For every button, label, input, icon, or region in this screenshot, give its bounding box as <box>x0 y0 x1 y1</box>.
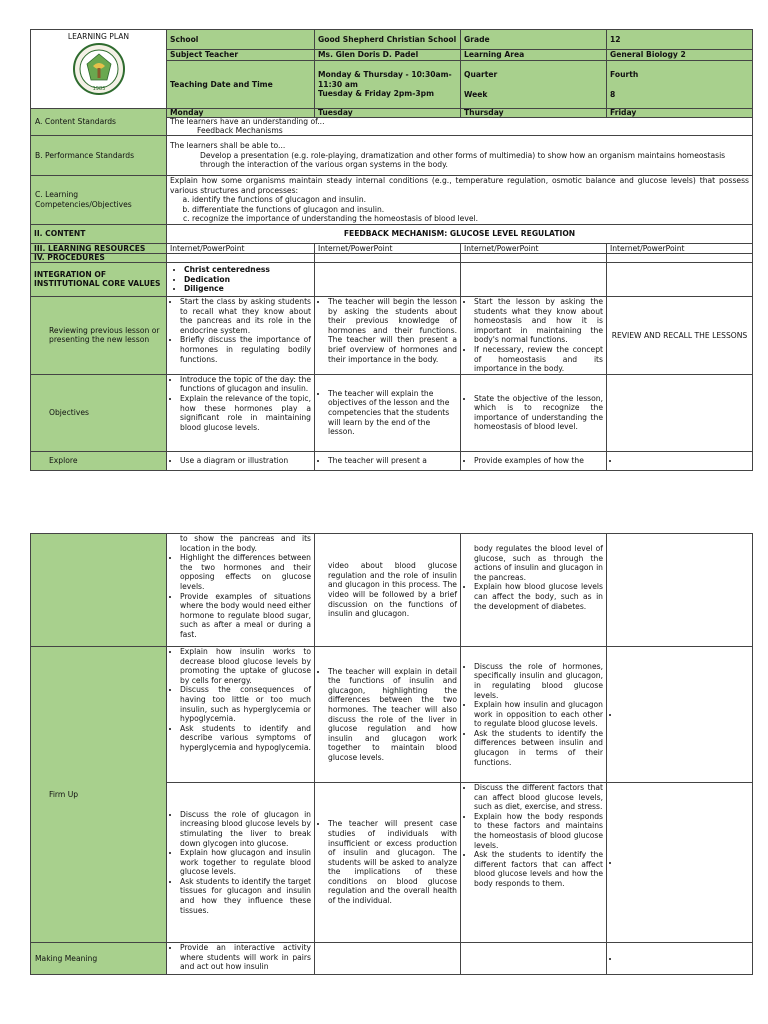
firm-up-thursday-b <box>461 783 607 943</box>
explore-thursday-continued <box>461 534 607 647</box>
reviewing-tuesday <box>315 296 461 374</box>
content-label: II. CONTENT <box>31 224 167 243</box>
list-item: • The teacher will present a <box>328 456 457 466</box>
procedures-label: IV. PROCEDURES <box>31 253 167 262</box>
school-seal-logo <box>59 42 139 96</box>
list-item: • Start the lesson by asking the students what they know about homeostasis and how it is important in maintaining the body's normal functions. <box>474 297 603 345</box>
explore-label: Explore <box>31 451 167 470</box>
date-value <box>315 61 461 109</box>
explore-friday-start <box>607 451 753 470</box>
teacher-label: Subject Teacher <box>167 50 315 61</box>
date-label: Teaching Date and Time <box>167 61 315 109</box>
performance-standards-line-3: through the interaction of the various organ systems in the body. <box>200 160 448 170</box>
explore-thursday-start <box>461 451 607 470</box>
explore-tuesday-continued <box>315 534 461 647</box>
competency-item: a. identify the functions of glucagon and insulin. <box>192 195 749 205</box>
day-header-thursday: Thursday <box>461 109 607 118</box>
list-item: • Ask students to identify the target tissues for glucagon and insulin and how they influence these tissues. <box>180 877 311 915</box>
reviewing-label: Reviewing previous lesson or presenting the new lesson <box>31 296 167 374</box>
core-value-item: • Diligence <box>184 284 311 294</box>
quarter-value: Fourth <box>610 69 639 79</box>
competencies-cell <box>167 176 753 225</box>
grade-value: 12 <box>607 30 753 50</box>
list-item: • Discuss the different factors that can affect blood glucose levels, such as diet, exercise, and stress. <box>474 783 603 812</box>
date-value-line-2: Tuesday & Friday 2pm-3pm <box>318 89 434 99</box>
making-meaning-label: Making Meaning <box>31 943 167 975</box>
list-item: • Introduce the topic of the day: the functions of glucagon and insulin. <box>180 375 311 394</box>
content-value: FEEDBACK MECHANISM: GLUCOSE LEVEL REGULATION <box>167 224 753 243</box>
competencies-list <box>170 195 749 224</box>
objectives-tuesday <box>315 374 461 451</box>
day-header-tuesday: Tuesday <box>315 109 461 118</box>
list-item: • Use a diagram or illustration <box>180 456 311 466</box>
list-item: • Explain how the body responds to these factors and maintains the homeostasis of blood glucose levels. <box>474 812 603 850</box>
grade-label: Grade <box>461 30 607 50</box>
explore-thursday-cont-text: body regulates the blood level of glucose, such as through the actions of insulin and glucagon in the pancreas. <box>474 544 603 582</box>
explore-label-continued <box>31 534 167 647</box>
explore-monday-continued <box>167 534 315 647</box>
page-1 <box>30 29 752 471</box>
core-value-item: • Christ centeredness <box>184 265 311 275</box>
reviewing-friday: REVIEW AND RECALL THE LESSONS <box>607 296 753 374</box>
making-meaning-monday <box>167 943 315 975</box>
area-label: Learning Area <box>461 50 607 61</box>
seal-year: 1983 <box>92 85 105 92</box>
list-item: • Ask the students to identify the differences between insulin and glucagon in terms of their functions. <box>474 729 603 767</box>
competencies-intro: Explain how some organisms maintain steady internal conditions (e.g., temperature regulation, osmotic balance and glucose levels) that possess various structures and processes: <box>170 176 749 195</box>
competency-item: c. recognize the importance of understanding the homeostasis of blood level. <box>192 214 749 224</box>
list-item <box>620 456 749 466</box>
logo-cell <box>31 30 167 109</box>
content-standards-line-2: Feedback Mechanisms <box>167 127 753 136</box>
list-item: • Explain how insulin works to decrease blood glucose levels by promoting the uptake of glucose by cells for energy. <box>180 647 311 685</box>
list-item: • Explain how insulin and glucagon work in opposition to each other to regulate blood glucose levels. <box>474 700 603 729</box>
week-label: Week <box>464 89 488 99</box>
list-item: • Explain the relevance of the topic, how these hormones play a significant role in maintaining blood glucose levels. <box>180 394 311 432</box>
list-item: • If necessary, review the concept of homeostasis and its importance in the body. <box>474 345 603 374</box>
core-values-cell <box>167 262 315 296</box>
firm-up-friday-a <box>607 647 753 783</box>
resources-tuesday: Internet/PowerPoint <box>315 243 461 253</box>
learning-plan-table-page-1 <box>30 29 753 471</box>
list-item: • The teacher will present case studies of individuals with insufficient or excess production of insulin and glucagon. The students will be asked to analyze the implications of these conditions on blood glucose regulation and the overall health of the individual. <box>328 819 457 905</box>
school-value: Good Shepherd Christian School <box>315 30 461 50</box>
day-header-monday: Monday <box>167 109 315 118</box>
performance-standards-cell <box>167 136 753 176</box>
list-item: • Ask the students to identify the different factors that can affect blood glucose levels and how the body responds to them. <box>474 850 603 888</box>
list-item <box>620 954 749 964</box>
resources-friday: Internet/PowerPoint <box>607 243 753 253</box>
objectives-monday <box>167 374 315 451</box>
reviewing-monday <box>167 296 315 374</box>
content-standards-label: A. Content Standards <box>31 109 167 136</box>
explore-tuesday-cont-text: video about blood glucose regulation and the role of insulin and glucagon in this process. The video will be followed by a brief discussion on the functions of insulin and glucagon. <box>328 561 457 619</box>
list-item: • Highlight the differences between the two hormones and their opposing effects on glucose levels. <box>180 553 311 591</box>
core-value-item: • Dedication <box>184 275 311 285</box>
list-item: • Discuss the consequences of having too little or too much insulin, such as hyperglycemia or hypoglycemia. <box>180 685 311 723</box>
list-item: • The teacher will explain in detail the functions of insulin and glucagon, highlighting the differences between the two hormones. The teacher will also discuss the role of the liver in glucose regulation and how insulin and glucagon work together to maintain blood glucose levels. <box>328 667 457 763</box>
objectives-label: Objectives <box>31 374 167 451</box>
firm-up-friday-b <box>607 783 753 943</box>
performance-standards-label: B. Performance Standards <box>31 136 167 176</box>
explore-monday-start <box>167 451 315 470</box>
school-label: School <box>167 30 315 50</box>
page-2 <box>30 533 752 975</box>
core-values-label: INTEGRATION OF INSTITUTIONAL CORE VALUES <box>31 262 167 296</box>
list-item: • Provide examples of situations where the body would need either hormone to regulate blood sugar, such as after a meal or during a fast. <box>180 592 311 640</box>
list-item: • Start the class by asking students to recall what they know about the pancreas and its role in the endocrine system. <box>180 297 311 335</box>
day-header-friday: Friday <box>607 109 753 118</box>
week-value: 8 <box>610 89 616 99</box>
list-item <box>620 710 749 720</box>
performance-standards-line-2: Develop a presentation (e.g. role-playing, dramatization and other forms of multimedia) to show how an organism maintains homeostasis <box>200 150 726 160</box>
core-values-list <box>170 265 311 294</box>
list-item: • Explain how glucagon and insulin work together to regulate blood glucose levels. <box>180 848 311 877</box>
date-value-line-1: Monday & Thursday - 10:30am-11:30 am <box>318 70 452 89</box>
list-item: • Explain how blood glucose levels can affect the body, such as in the development of diabetes. <box>474 582 603 611</box>
list-item <box>620 858 749 868</box>
firm-up-monday-a <box>167 647 315 783</box>
firm-up-thursday-a <box>461 647 607 783</box>
competencies-label: C. Learning Competencies/Objectives <box>31 176 167 225</box>
list-item: • The teacher will explain the objectives of the lesson and the competencies that the students will learn by the end of the lesson. <box>328 389 457 437</box>
list-item: • Discuss the role of glucagon in increasing blood glucose levels by stimulating the liver to break down glycogen into glucose. <box>180 810 311 848</box>
resources-label: III. LEARNING RESOURCES <box>31 243 167 253</box>
list-item: • Briefly discuss the importance of hormones in regulating bodily functions. <box>180 335 311 364</box>
area-value: General Biology 2 <box>607 50 753 61</box>
list-item: • State the objective of the lesson, which is to recognize the importance of understanding the homeostasis of blood level. <box>474 394 603 432</box>
resources-thursday: Internet/PowerPoint <box>461 243 607 253</box>
list-item: • The teacher will begin the lesson by asking the students about their previous knowledge of hormones and their functions. The teacher will then present a brief overview of hormones and their importance in the body. <box>328 297 457 364</box>
quarter-week-labels <box>461 61 607 109</box>
resources-monday: Internet/PowerPoint <box>167 243 315 253</box>
learning-plan-title: LEARNING PLAN <box>67 32 130 41</box>
making-meaning-friday <box>607 943 753 975</box>
content-standards-line-1: The learners have an understanding of... <box>167 118 753 127</box>
firm-up-tuesday-a <box>315 647 461 783</box>
list-item: • Provide an interactive activity where students will work in pairs and act out how insulin <box>180 943 311 972</box>
quarter-label: Quarter <box>464 69 498 79</box>
quarter-week-values <box>607 61 753 109</box>
explore-tuesday-start <box>315 451 461 470</box>
list-item: • Discuss the role of hormones, specifically insulin and glucagon, in regulating blood glucose levels. <box>474 662 603 700</box>
learning-plan-table-page-2 <box>30 533 753 975</box>
list-item: • Ask students to identify and describe various symptoms of hyperglycemia and hypoglycemia. <box>180 724 311 753</box>
objectives-thursday <box>461 374 607 451</box>
firm-up-monday-b <box>167 783 315 943</box>
firm-up-tuesday-b <box>315 783 461 943</box>
list-item: • Provide examples of how the <box>474 456 603 466</box>
reviewing-thursday <box>461 296 607 374</box>
teacher-value: Ms. Glen Doris D. Padel <box>315 50 461 61</box>
firm-up-label: Firm Up <box>31 647 167 943</box>
competency-item: b. differentiate the functions of glucagon and insulin. <box>192 205 749 215</box>
explore-monday-cont-text: to show the pancreas and its location in the body. <box>180 534 311 553</box>
performance-standards-line-1: The learners shall be able to... <box>170 141 286 151</box>
